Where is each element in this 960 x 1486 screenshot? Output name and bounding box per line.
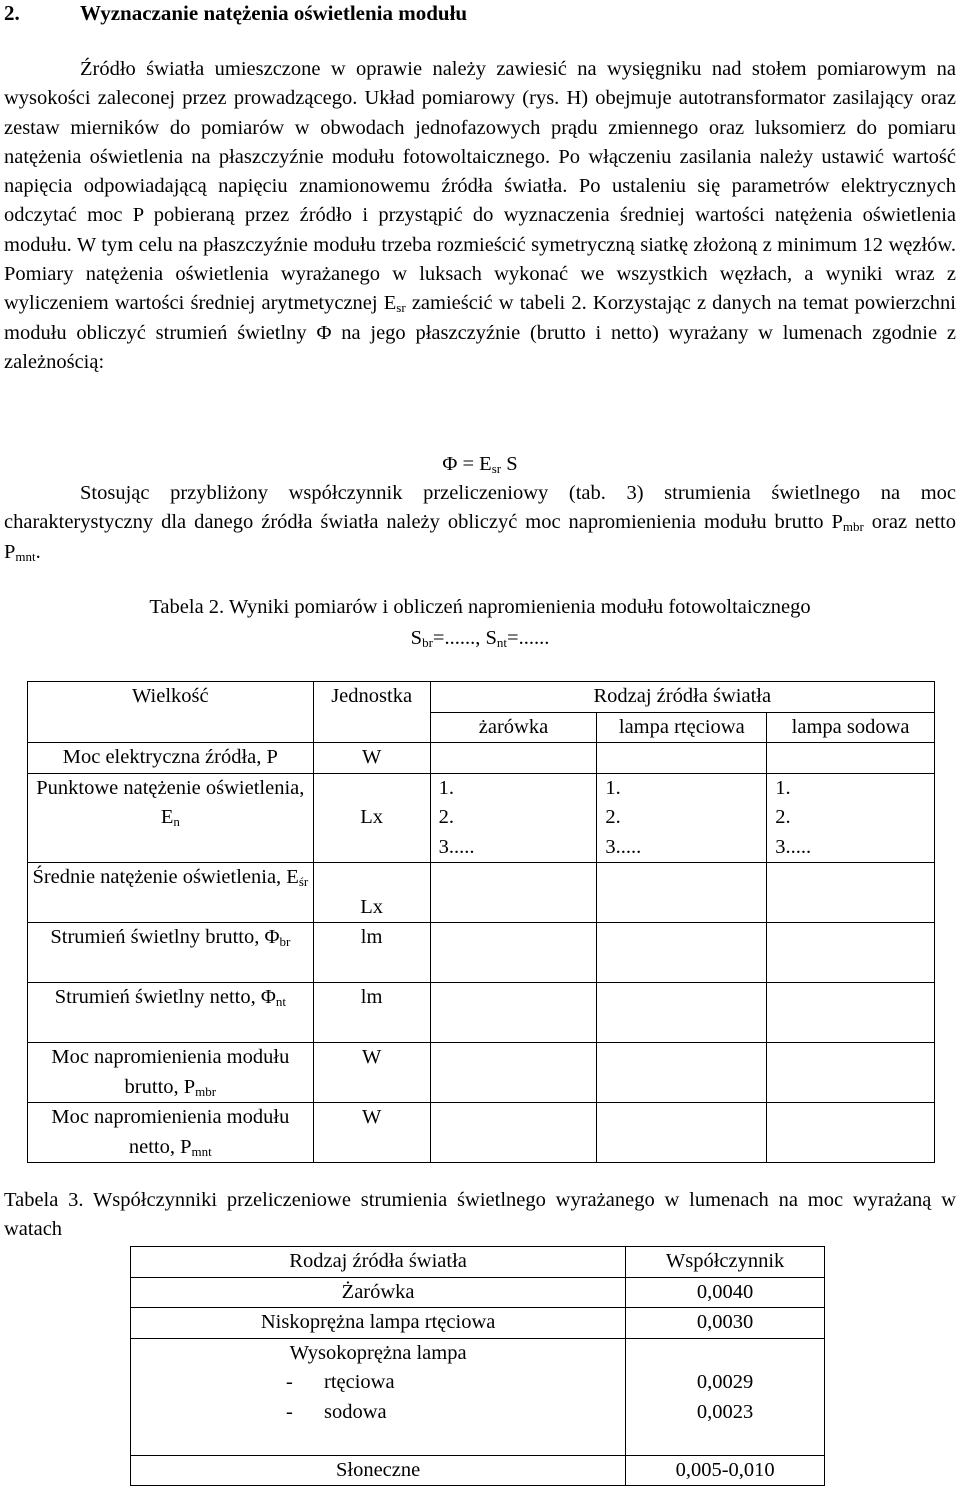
table-row <box>131 1308 825 1339</box>
table-row <box>28 1103 935 1163</box>
row-label: Moc elektryczna źródła, P <box>28 743 314 774</box>
dash: - <box>286 1400 293 1423</box>
cell[interactable] <box>430 1103 597 1163</box>
area-s-a: S <box>410 627 423 649</box>
intro-text-end: zamieścić w tabeli 2. Korzystając z danych na temat powierzchni modułu obliczyć strumień świetlny Φ na jego płaszczyźnie (brutto i netto) wyrażany w lumenach zgodnie z zależnością: <box>4 292 957 373</box>
row-unit: lm <box>313 983 430 1043</box>
formula-sub: sr <box>491 461 502 476</box>
power-text-c: . <box>35 540 41 563</box>
table-row <box>131 1338 825 1455</box>
source-name: Niskoprężna lampa rtęciowa <box>131 1308 626 1339</box>
cell[interactable] <box>597 773 767 863</box>
intro-subscript: sr <box>396 300 406 316</box>
row-label <box>28 773 314 863</box>
entry: 1. <box>605 776 621 799</box>
row-unit: Lx <box>313 863 430 923</box>
header-source-type: Rodzaj źródła światła <box>430 682 934 713</box>
cell[interactable] <box>430 983 597 1043</box>
area-line <box>0 623 960 654</box>
table-row <box>28 1043 935 1103</box>
row-label-sub: n <box>173 814 180 829</box>
cell[interactable] <box>597 1043 767 1103</box>
section-title: Wyznaczanie natężenia oświetlenia modułu <box>80 1 468 25</box>
coefficient: 0,005-0,010 <box>626 1455 825 1486</box>
flux-formula <box>0 450 960 479</box>
row-label <box>28 863 314 923</box>
row-label-text: Moc napromienienia modułu brutto, P <box>51 1046 290 1098</box>
source-group-label: Wysokoprężna lampa <box>289 1341 467 1364</box>
power-text-a: Stosując przybliżony współczynnik przeliczeniowy (tab. 3) strumienia świetlnego na moc charakterystyczny dla danego źródła światła należy obliczyć moc napromienienia modułu brutto P <box>4 482 956 534</box>
intro-text: Źródło światła umieszczone w oprawie należy zawiesić na wysięgniku nad stołem pomiarowym na wysokości zaleconej przez prowadzącego. Układ pomiarowy (rys. H) obejmuje autotransformator zasilający oraz zestaw mierników do pomiarów w obwodach jednofazowych prądu zmiennego oraz luksomierz do pomiaru natężenia oświetlenia na płaszczyźnie modułu fotowoltaicznego. Po włączeniu zasilania należy ustawić wartość napięcia odpowiadającą napięciu znamionowemu źródła światła. Po ustaleniu się parametrów elektrycznych odczytać moc P pobieraną przez źródło i przystąpić do wyznaczenia średniej wartości natężenia oświetlenia modułu. W tym celu na płaszczyźnie modułu trzeba rozmieścić symetryczną siatkę złożoną z minimum 12 węzłów. Pomiary natężenia oświetlenia wyrażanego w luksach wykonać we wszystkich węzłach, a wyniki wraz z wyliczeniem wartości średniej arytmetycznej E <box>4 58 956 315</box>
sub-source <box>131 1398 625 1428</box>
cell[interactable] <box>430 743 597 774</box>
table2-caption <box>0 592 960 654</box>
source-name: Żarówka <box>131 1277 626 1308</box>
formula-rhs: S <box>501 453 518 475</box>
power-sub-2: mnt <box>15 548 36 564</box>
entry: 1. <box>775 776 791 799</box>
cell[interactable] <box>430 863 597 923</box>
formula-lhs: Φ = E <box>442 453 492 475</box>
table-row <box>28 773 935 863</box>
row-label-text: Punktowe natężenie oświetlenia, E <box>36 776 305 828</box>
area-sub-nt: nt <box>496 635 508 650</box>
cell[interactable] <box>767 1043 935 1103</box>
table-row <box>28 863 935 923</box>
area-s-c: =...... <box>507 627 550 649</box>
entry: 2. <box>605 806 621 828</box>
row-label-text: Strumień świetlny brutto, Φ <box>50 926 280 948</box>
row-label-sub: mbr <box>195 1083 217 1099</box>
cell[interactable] <box>597 863 767 923</box>
cell[interactable] <box>767 923 935 983</box>
table-row <box>131 1455 825 1486</box>
header-source-mercury: lampa rtęciowa <box>597 712 767 743</box>
cell[interactable] <box>767 773 935 863</box>
section-number: 2. <box>4 1 20 25</box>
row-unit: W <box>313 1103 430 1163</box>
row-label-text: Moc napromienienia modułu netto, P <box>51 1106 290 1158</box>
conversion-table <box>130 1246 825 1486</box>
coefficient-value: 0,0029 <box>696 1371 754 1393</box>
cell[interactable] <box>430 923 597 983</box>
coefficient: 0,0040 <box>626 1277 825 1308</box>
row-label-sub: śr <box>298 874 309 889</box>
row-unit: W <box>313 1043 430 1103</box>
sub-source-name: sodowa <box>324 1400 387 1423</box>
row-unit: W <box>313 743 430 774</box>
row-label <box>28 1103 314 1163</box>
cell[interactable] <box>597 1103 767 1163</box>
dash: - <box>286 1371 293 1393</box>
cell[interactable] <box>430 1043 597 1103</box>
header-source-sodium: lampa sodowa <box>767 712 935 743</box>
coefficient <box>626 1338 825 1455</box>
area-s-b: =......, S <box>432 627 497 649</box>
header-coefficient: Współczynnik <box>626 1247 825 1278</box>
cell[interactable] <box>767 743 935 774</box>
entry: 3..... <box>605 835 642 858</box>
table-row <box>28 983 935 1043</box>
power-sub-1: mbr <box>842 519 864 535</box>
section-heading <box>4 1 467 26</box>
cell[interactable] <box>597 923 767 983</box>
area-sub-br: br <box>422 635 433 650</box>
table2-title: Tabela 2. Wyniki pomiarów i obliczeń napromienienia modułu fotowoltaicznego <box>149 596 811 618</box>
row-label <box>28 983 314 1043</box>
table-row <box>28 923 935 983</box>
header-source: Rodzaj źródła światła <box>131 1247 626 1278</box>
header-unit: Jednostka <box>313 682 430 743</box>
entry: 3..... <box>438 835 475 858</box>
power-paragraph <box>4 479 956 567</box>
table-row <box>28 743 935 774</box>
entry: 2. <box>438 806 454 828</box>
cell[interactable] <box>767 863 935 923</box>
cell[interactable] <box>767 1103 935 1163</box>
header-quantity: Wielkość <box>28 682 314 743</box>
table-row <box>131 1277 825 1308</box>
row-label-sub: nt <box>275 994 286 1009</box>
cell[interactable] <box>597 743 767 774</box>
row-unit: Lx <box>313 773 430 863</box>
cell[interactable] <box>597 983 767 1043</box>
entry: 2. <box>775 806 791 828</box>
coefficient: 0,0030 <box>626 1308 825 1339</box>
cell[interactable] <box>430 773 597 863</box>
row-label <box>28 923 314 983</box>
entry: 1. <box>438 776 454 799</box>
row-label <box>28 1043 314 1103</box>
sub-source <box>131 1368 625 1398</box>
intro-paragraph <box>4 55 956 377</box>
row-label-text: Strumień świetlny netto, Φ <box>54 986 276 1008</box>
row-label-text: Średnie natężenie oświetlenia, E <box>32 866 299 888</box>
results-table <box>27 681 935 1163</box>
sub-source-name: rtęciowa <box>324 1371 395 1393</box>
row-unit: lm <box>313 923 430 983</box>
coefficient-value: 0,0023 <box>696 1400 754 1423</box>
header-source-bulb: żarówka <box>430 712 597 743</box>
source-name <box>131 1338 626 1455</box>
row-label-sub: mnt <box>191 1143 212 1159</box>
row-label-sub: br <box>279 934 291 949</box>
spacer <box>626 1339 824 1369</box>
entry: 3..... <box>775 835 812 858</box>
table3-caption: Tabela 3. Współczynniki przeliczeniowe strumienia świetlnego wyrażanego w lumenach na moc wyrażaną w watach <box>4 1189 956 1241</box>
power-text-b: oraz netto P <box>4 511 956 563</box>
source-name: Słoneczne <box>131 1455 626 1486</box>
cell[interactable] <box>767 983 935 1043</box>
